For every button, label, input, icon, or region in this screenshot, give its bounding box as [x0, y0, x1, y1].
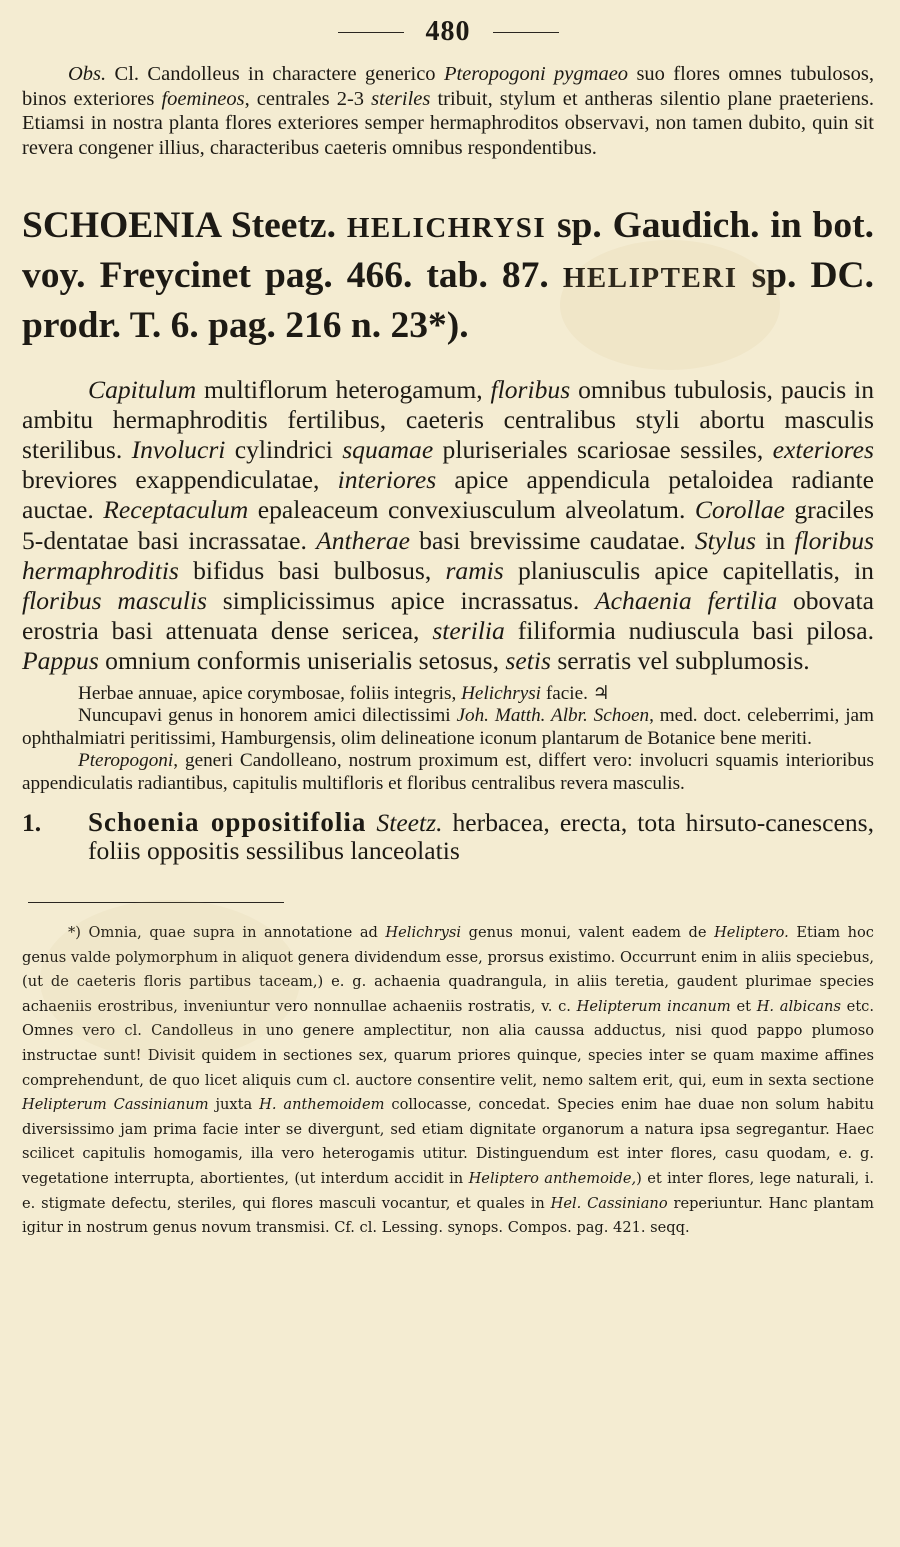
affinity-note — [22, 750, 874, 795]
italic-text: steriles — [371, 87, 431, 110]
italic-text: Hel. Cassiniano — [550, 1194, 668, 1212]
dedication-note — [22, 705, 874, 750]
text: Cl. Candolleus in charactere generico — [106, 63, 444, 85]
text: etc. Omnes vero cl. Candolleus in uno genere amplectitur, non alia caussa adductus, nisi quod pappo plumoso instructae sunt! Divisit quidem in sectiones sex, quarum priores quinque, species inter se quam maxime affines comprehendunt, de quo licet aliquis cum cl. auctore consentire velit, nemo saltem erit, qui, eum in sexta sectione — [22, 997, 874, 1089]
italic-text: Achaenia fertilia — [595, 585, 778, 615]
italic-text: Heliptero anthemoide, — [468, 1170, 637, 1188]
text: juxta — [208, 1096, 260, 1114]
header-rule-left — [338, 32, 404, 33]
text: facie. ♃ — [541, 682, 610, 704]
italic-text: Heliptero. — [714, 924, 789, 942]
species-number: 1. — [22, 807, 42, 837]
italic-text: floribus — [490, 374, 571, 404]
footnote — [22, 921, 874, 1241]
text: in — [756, 525, 795, 555]
text: serratis vel subplumosis. — [550, 646, 810, 676]
italic-text: Stylus — [694, 525, 756, 555]
italic-text: setis — [505, 646, 551, 676]
text: obovata erostria basi attenuata dense sericea, — [22, 585, 874, 646]
text: ) et inter flores, lege naturali, i. e. stigmate defectu, steriles, qui flores masculi vocantur, et quales in — [22, 1170, 874, 1212]
text: multiflorum heterogamum, — [196, 374, 491, 404]
text: Herbae annuae, apice corymbosae, foliis integris, — [78, 682, 462, 704]
text: omnium conformis uniserialis setosus, — [98, 646, 506, 676]
page-header — [22, 14, 874, 50]
italic-text: foemineos — [161, 87, 245, 110]
text: *) Omnia, quae supra in annotatione ad — [68, 924, 386, 942]
text: collocasse, concedat. Species enim hae duae non solum habitu diversissimo jam prima facie inter se divergunt, sed etiam dignitate organorum a natura ipsa segregantur. Haec scilicet capitulis homogamis, illa vero heterogamis utitur. Distinguendum est inter flores, casu quodam, e. g. vegetatione interrupta, abortientes, (ut interdum accidit in — [22, 1096, 874, 1188]
text: cylindrici — [225, 434, 343, 464]
italic-text: Corollae — [694, 495, 785, 525]
text: tribuit, stylum et antheras silentio plane praeteriens. Etiamsi in nostra planta flores exteriores semper hermaphroditos observavi, non tamen dubito, quin sit revera congener illius, characteribus caeteris omnibus respondentibus. — [22, 87, 874, 159]
italic-text: H. anthemoidem — [259, 1096, 385, 1114]
genus-description — [22, 375, 874, 677]
text: planiusculis apice capitellatis, in — [503, 555, 874, 585]
text: , med. doct. celeberrimi, jam ophthalmiatri peritissimi, Hamburgensis, olim delineatione iconum plantarum de Botanice bene meriti. — [22, 705, 874, 749]
genus-notes — [22, 683, 874, 796]
smallcaps-text: HELIPTERI — [562, 262, 738, 295]
obs-label: Obs. — [68, 63, 107, 85]
text: simplicissimus apice incrassatus. — [207, 585, 596, 615]
text: graciles 5-dentatae basi incrassatae. — [22, 495, 874, 555]
species-author: Steetz. — [376, 807, 443, 837]
italic-text: Pteropogoni pygmaeo — [443, 63, 629, 85]
italic-text: Helipterum Cassinianum — [22, 1096, 209, 1114]
italic-text: Joh. Matth. Albr. Schoen — [456, 705, 650, 727]
italic-text: floribus hermaphroditis — [22, 525, 875, 585]
italic-text: ramis — [445, 555, 504, 585]
text: breviores exappendiculatae, — [22, 465, 338, 495]
text: , generi Candolleano, nostrum proximum est, differt vero: involucri squamis interioribus appendiculatis radiantibus, capitulis multifloris et floribus centralibus revera masculis. — [22, 750, 874, 794]
italic-text: Pappus — [22, 646, 99, 676]
italic-text: interiores — [337, 465, 437, 495]
text: , centrales 2-3 — [244, 87, 372, 110]
smallcaps-text: HELICHRYSI — [346, 212, 547, 245]
text: SCHOENIA Steetz. — [22, 205, 347, 247]
page-number: 480 — [425, 16, 471, 47]
italic-text: exteriores — [772, 434, 874, 464]
text: Nuncupavi genus in honorem amici dilectissimi — [78, 705, 457, 727]
italic-text: Helichrysi — [461, 682, 542, 704]
italic-text: sterilia — [432, 616, 505, 646]
text: bifidus basi bulbosus, — [178, 555, 446, 585]
header-rule-right — [493, 32, 559, 33]
italic-text: Receptaculum — [103, 495, 249, 525]
observation-paragraph — [22, 62, 874, 160]
text: reperiuntur. Hanc plantam igitur in nostrum genus novum transmisi. Cf. cl. Lessing. synops. Compos. pag. 421. seqq. — [22, 1194, 874, 1237]
italic-text: squamae — [342, 434, 434, 464]
text: apice appendicula petaloidea radiante auctae. — [22, 465, 874, 525]
species-diagnosis: herbacea, erecta, tota hirsuto-canescens, foliis oppositis sessilibus lanceolatis — [88, 807, 874, 866]
italic-text: Helichrysi — [385, 924, 462, 942]
italic-text: Antherae — [316, 525, 410, 555]
italic-text: Capitulum — [88, 374, 197, 404]
footnote-rule — [28, 902, 284, 903]
text: Etiam hoc genus valde polymorphum in aliquot genera dividendum esse, prorsus existimo. Occurrunt enim in aliis speciebus, (ut de caeteris floris partibus taceam,) e. g. achaenia quadrangula, in aliis teretia, gaudent plurimae species achaeniis erostribus, inveniuntur vero nonnullae achaeniis rostratis, v. c. — [22, 924, 874, 1015]
text: et — [730, 997, 757, 1015]
text: filiformia nudiuscula basi pilosa. — [504, 616, 874, 646]
italic-text: floribus masculis — [22, 585, 208, 615]
text: sp. DC. prodr. T. 6. pag. 216 n. 23*). — [22, 255, 874, 347]
italic-text: Involucri — [131, 434, 226, 464]
text: sp. Gaudich. in bot. voy. Freycinet pag. 466. tab. 87. — [22, 205, 874, 297]
text: epaleaceum convexiusculum alveolatum. — [248, 495, 695, 525]
italic-text: Pteropogoni — [78, 750, 174, 772]
species-entry — [22, 808, 874, 867]
italic-text: Helipterum incanum — [576, 997, 731, 1015]
text: basi brevissime caudatae. — [409, 525, 695, 555]
text: suo flores omnes tubulosos, binos exteriores — [22, 63, 874, 110]
habit-note — [22, 683, 874, 706]
species-name: Schoenia oppositifolia — [88, 806, 367, 837]
text: pluriseriales scariosae sessiles, — [433, 434, 773, 464]
text: omnibus tubulosis, paucis in ambitu hermaphroditis fertilibus, caeteris centralibus styli abortu masculis sterilibus. — [22, 374, 874, 464]
italic-text: H. albicans — [756, 997, 841, 1015]
genus-heading — [22, 202, 874, 349]
text: genus monui, valent eadem de — [461, 924, 715, 942]
